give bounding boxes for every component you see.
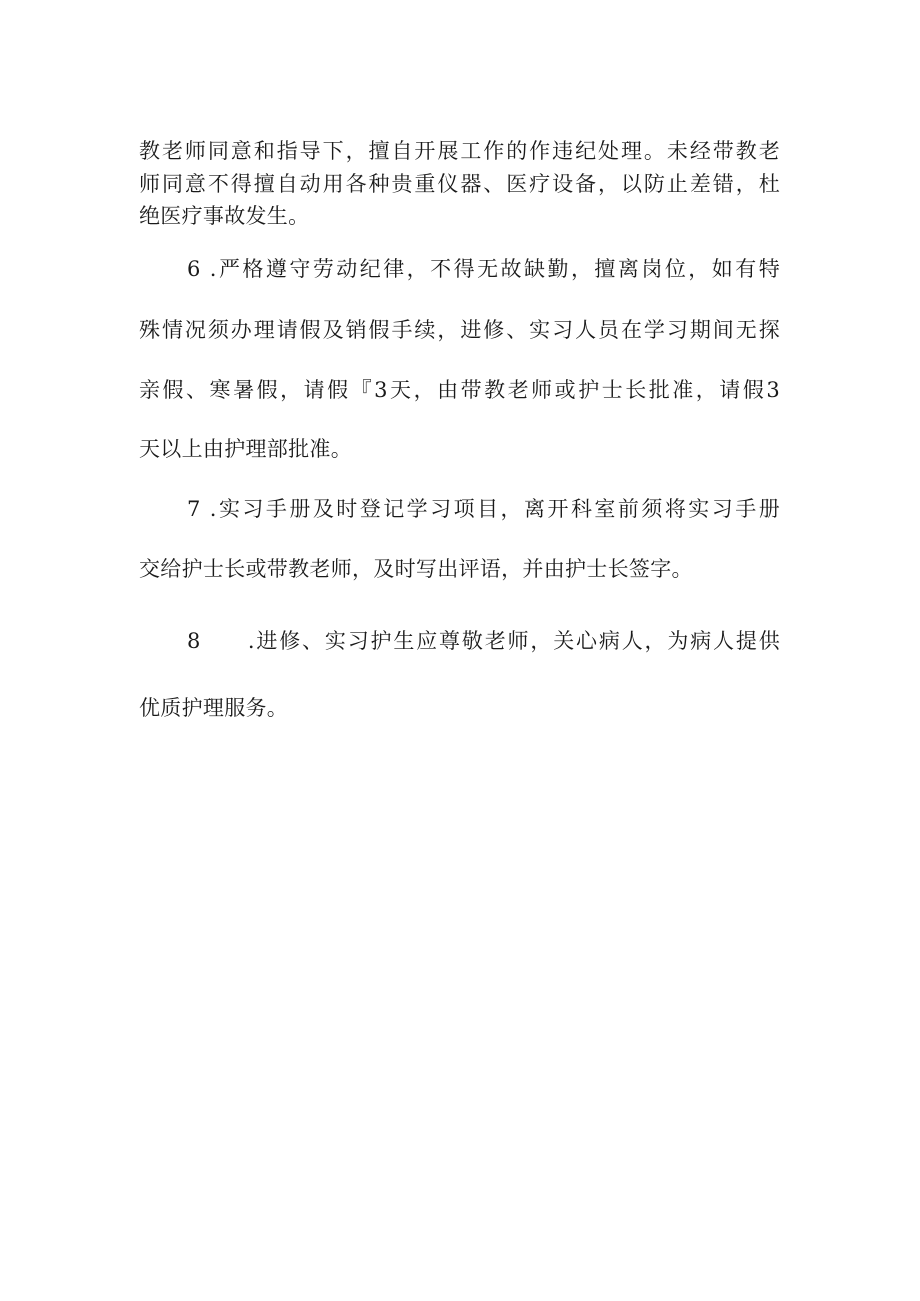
list-item-8-line: 8 .进修、实习护生应尊敬老师，关心病人，为病人提供 [187,629,780,653]
list-item-8-line: 优质护理服务。 [139,696,289,720]
list-item-7-line: 7 .实习手册及时登记学习项目，离开科室前须将实习手册 [187,497,780,521]
list-item-6-line: 亲假、寒暑假，请假『3天，由带教老师或护士长批准，请假3 [139,378,780,402]
list-item-6-line: 殊情况须办理请假及销假手续，进修、实习人员在学习期间无探 [139,318,780,342]
list-item-6-line: 天以上由护理部批准。 [139,437,352,461]
paragraph-line: 师同意不得擅自动用各种贵重仪器、医疗设备，以防止差错，杜 [139,172,780,196]
list-item-7-line: 交给护士长或带教老师，及时写出评语，并由护士长签字。 [139,557,693,581]
paragraph-line: 教老师同意和指导下，擅自开展工作的作违纪处理。未经带教老 [139,139,780,163]
list-item-6-line: 6 .严格遵守劳动纪律，不得无故缺勤，擅离岗位，如有特 [187,257,780,281]
paragraph-line: 绝医疗事故发生。 [139,204,310,228]
